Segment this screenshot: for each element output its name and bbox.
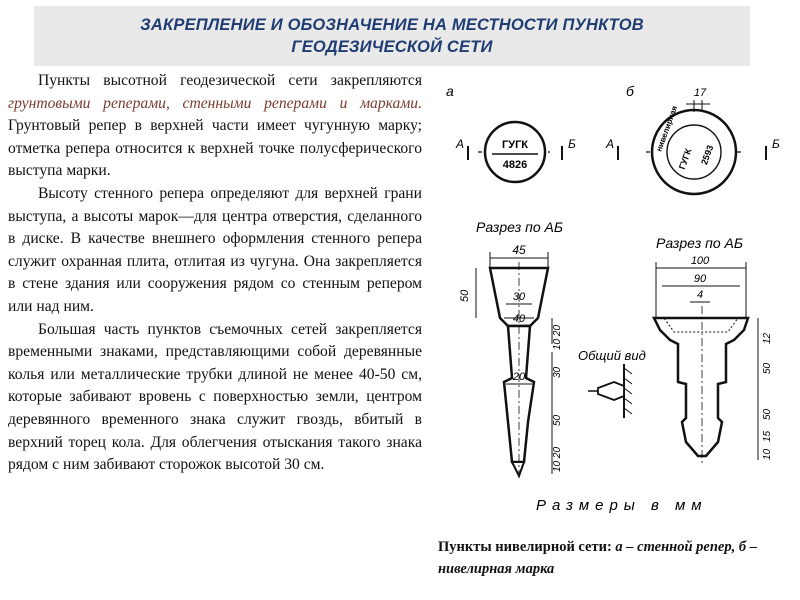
paragraph-3: Большая часть пунктов съемочных сетей закрепляется временными знаками, представляющими собой деревянные колья или металлические трубки длиной не менее 40-50 см, которые забивают вровень с поверхностью земли, центром деревянного временного знака служит гвоздь, вбитый в верхний торец кола. Для облегчения отыскания такого знака рядом с ним забивают сторожок высотой 30 см. [8, 320, 422, 474]
label-b: б [626, 83, 634, 99]
general-view-label: Общий вид [578, 348, 646, 363]
paragraph-2: Высоту стенного репера определяют для верхней грани выступа, а высоты марок—для центра отверстия, сделанного в диске. В качестве внешнего оформления стенного репера служит охранная плита, отлитая из чугуна. Она закрепляется в стене здания или сооружения рядом со стенным репером или над ним. [8, 184, 422, 315]
paragraph-1-end: Грунтовый репер в верхней части имеет чугунную марку; отметка репера относится к верхней точке полусферического выступа марки. [8, 117, 422, 180]
dim-10: 10 [762, 448, 773, 460]
page-title-line2: ГЕОДЕЗИЧЕСКОЙ СЕТИ [291, 38, 493, 56]
paragraph-1-italic: грунтовыми реперами, стенными реперами и марками. [8, 94, 422, 112]
benchmark-drawing [428, 82, 788, 522]
paragraph-1-start: Пункты высотной геодезической сети закрепляются [38, 72, 422, 89]
general-view-sketch [578, 348, 646, 418]
mark-b-ring-text: нивелирная [654, 104, 680, 153]
letter-b-left: Б [568, 137, 576, 151]
dim-17: 17 [693, 87, 707, 99]
dim-50-left: 50 [459, 289, 471, 302]
section-label-a: Разрез по АБ [476, 219, 563, 235]
dim-10-20-a: 10 20 [552, 324, 563, 350]
dim-4: 4 [696, 289, 704, 301]
leveling-mark-section [654, 255, 773, 466]
title-band [34, 6, 750, 66]
dim-10-20-b: 10 20 [552, 446, 563, 472]
dim-50-vertical: 50 [552, 414, 563, 426]
letter-a-right: А [606, 137, 615, 151]
mark-a-agency: ГУГК [501, 139, 529, 151]
mark-b-agency: ГУГК [676, 147, 694, 171]
letter-a-left: А [456, 137, 465, 151]
sizes-note: Размеры в мм [536, 497, 708, 514]
dim-50-b2: 50 [762, 408, 773, 420]
caption-bold: Пункты нивелирной сети: [438, 539, 616, 555]
mark-a-number: 4826 [502, 159, 528, 171]
dim-15: 15 [762, 430, 773, 442]
dim-90: 90 [693, 273, 707, 285]
caption-italic: а – стенной репер, б – нивелирная марка [438, 539, 757, 577]
body-text [8, 70, 422, 477]
dim-30: 30 [512, 291, 526, 303]
dim-40: 40 [512, 313, 526, 325]
dim-30-vertical: 30 [552, 366, 563, 378]
figure-caption [438, 536, 784, 580]
mark-b-number: 2593 [699, 143, 716, 167]
wall-benchmark-section [459, 243, 563, 480]
dim-12: 12 [762, 332, 773, 344]
mark-b-top-view [605, 87, 780, 194]
dim-50-b1: 50 [762, 362, 773, 374]
dim-100: 100 [690, 255, 710, 267]
dim-20: 20 [512, 371, 526, 383]
label-a: а [446, 83, 454, 99]
dim-45: 45 [512, 243, 526, 257]
letter-b-right: Б [772, 137, 780, 151]
page-title-line1: ЗАКРЕПЛЕНИЕ И ОБОЗНАЧЕНИЕ НА МЕСТНОСТИ ПУНКТОВ [140, 16, 644, 34]
paragraph-1 [8, 70, 422, 183]
section-label-b: Разрез по АБ [656, 235, 743, 251]
mark-a-top-view [455, 122, 576, 182]
